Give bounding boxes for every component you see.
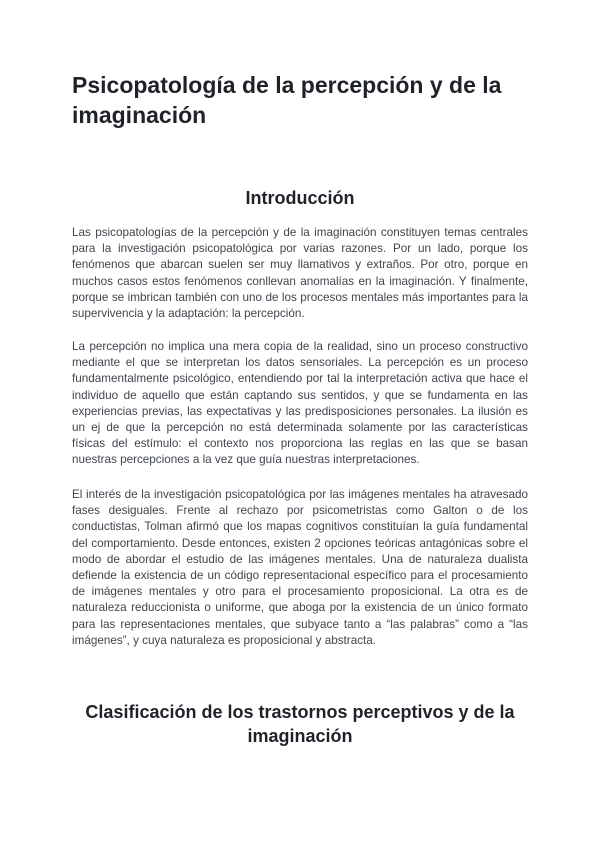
paragraph: El interés de la investigación psicopatológica por las imágenes mentales ha atravesado fases desiguales. Frente al rechazo por psicometristas como Galton o de los conductistas, Tolman afirmó que los mapas cognitivos constituían la guía fundamental del comportamiento. Desde entonces, existen 2 opciones teóricas antagónicas sobre el modo de abordar el estudio de las imágenes mentales. Una de naturaleza dualista defiende la existencia de un código representacional específico para el procesamiento de imágenes mentales y otro para el procesamiento proposicional. La otra es de naturaleza reduccionista o uniforme, que aboga por la existencia de un único formato para las representaciones mentales, que subyace tanto a “las palabras” como a “las imágenes”, y cuya naturaleza es proposicional y abstracta. (72, 488, 528, 647)
section-heading-introduccion: Introducción (245, 188, 355, 208)
paragraph: La percepción no implica una mera copia de la realidad, sino un proceso constructivo mediante el que se interpretan los datos sensoriales. La percepción es un proceso fundamentalmente psicológico, entendiendo por tal la interpretación activa que hace el individuo de aquello que están captando sus sentidos, y que se fundamenta en las experiencias previas, las expectativas y las predisposiciones personales. La ilusión es un ej de que la percepción no está determinada solamente por las características físicas del estímulo: el contexto nos proporciona las reglas en las que se basan nuestras percepciones a la vez que guía nuestras interpretaciones. (72, 340, 528, 467)
document-title: Psicopatología de la percepción y de la imaginación (72, 72, 502, 128)
section-heading-clasificacion: Clasificación de los trastornos perceptivos y de la imaginación (85, 702, 515, 746)
paragraph: Las psicopatologías de la percepción y de la imaginación constituyen temas centrales para la investigación psicopatológica por varias razones. Por un lado, porque los fenómenos que abarcan suelen ser muy llamativos y extraños. Por otro, porque en muchos casos estos fenómenos conllevan anomalías en la imaginación. Y finalmente, porque se imbrican también con uno de los procesos mentales más importantes para la supervivencia y la adaptación: la percepción. (72, 226, 528, 321)
